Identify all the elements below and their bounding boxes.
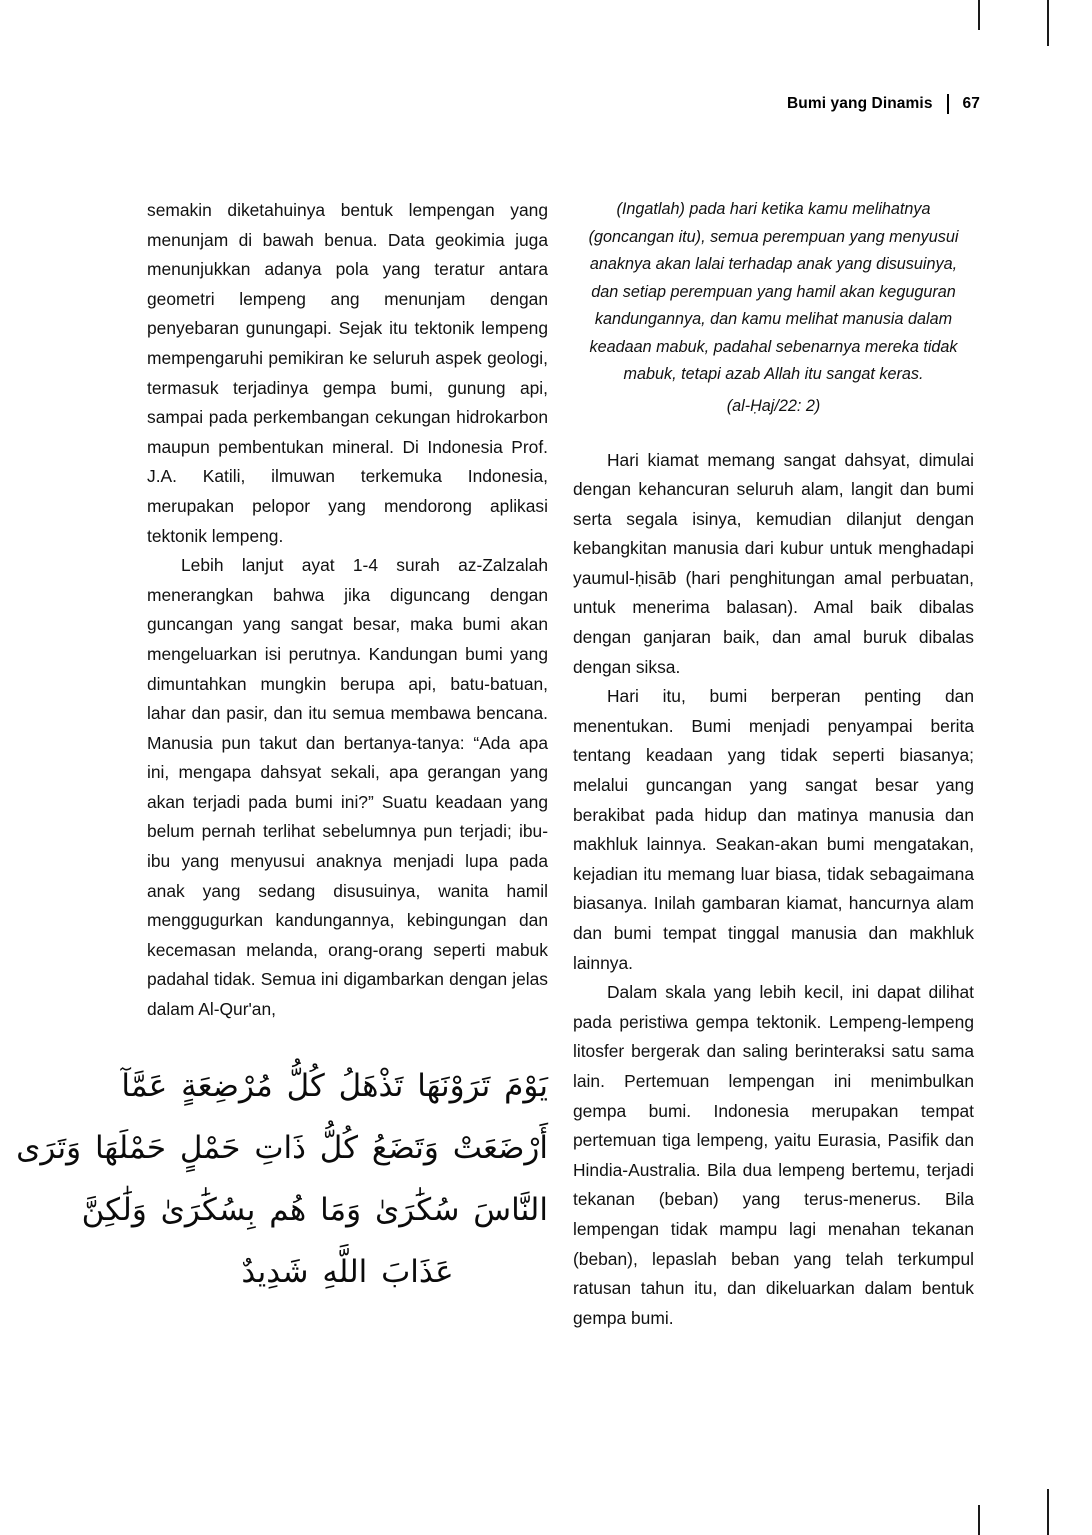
crop-mark-top-right bbox=[1047, 0, 1049, 46]
paragraph: semakin diketahuinya bentuk lempengan yang menunjam di bawah benua. Data geokimia juga menunjukkan adanya pola yang teratur antara geometri lempeng ang menunjam dengan penyebaran gunungapi. Sejak itu tektonik lempeng mempengaruhi pemikiran ke seluruh aspek geologi, termasuk terjadinya gempa bumi, gunung api, sampai pada perkembangan cekungan hidrokarbon maupun pembentukan mineral. Di Indonesia Prof. J.A. Katili, ilmuwan terkemuka Indonesia, merupakan pelopor yang mendorong aplikasi tektonik lempeng. bbox=[147, 200, 548, 546]
running-head bbox=[787, 94, 980, 114]
arabic-verse bbox=[16, 1055, 548, 1303]
body-columns bbox=[16, 196, 974, 1333]
crop-mark-bottom-right-inner bbox=[978, 1505, 980, 1535]
left-column bbox=[16, 196, 548, 1333]
paragraph: Lebih lanjut ayat 1-4 surah az-Zalzalah menerangkan bahwa jika diguncang dengan guncangan yang sangat besar, maka bumi akan mengeluarkan isi perutnya. Kandungan bumi yang dimuntahkan mungkin berupa api, batu-batuan, lahar dan pasir, dan itu semua membawa bencana. Manusia pun takut dan bertanya-tanya: “Ada apa ini, mengapa dahsyat sekali, apa gerangan yang akan terjadi pada bumi ini?” Suatu keadaan yang belum pernah terlihat sebelumnya pun terjadi; ibu-ibu yang menyusui anaknya menjadi lupa pada anak yang sedang disusuinya, wanita hamil menggugurkan kandungannya, kebingungan dan kecemasan melanda, orang-orang seperti mabuk padahal tidak. Semua ini digambarkan dengan jelas dalam Al-Qur'an, bbox=[147, 555, 548, 1020]
quotation-source: (al-Ḥaj/22: 2) bbox=[726, 396, 821, 415]
arabic-verse-line: أَرْضَعَتْ وَتَضَعُ كُلُّ ذَاتِ حَمْلٍ حَمْلَهَا وَتَرَى bbox=[16, 1129, 548, 1166]
paragraph: Hari kiamat memang sangat dahsyat, dimulai dengan kehancuran seluruh alam, langit dan bumi serta segala isinya, kemudian dilanjut dengan kebangkitan manusia dari kubur untuk menghadapi yaumul-ḥisāb (hari penghitungan amal perbuatan, untuk menerima balasan). Amal baik dibalas dengan ganjaran baik, dan amal buruk dibalas dengan siksa. bbox=[573, 449, 974, 677]
arabic-verse-line: يَوْمَ تَرَوْنَهَا تَذْهَلُ كُلُّ مُرْضِعَةٍ عَمَّآ bbox=[121, 1067, 548, 1104]
quotation-block bbox=[573, 196, 974, 420]
quotation-text: (Ingatlah) pada hari ketika kamu melihatnya (goncangan itu), semua perempuan yang menyusui anaknya akan lalai terhadap anak yang disusuinya, dan setiap perempuan yang hamil akan keguguran kandungannya, dan kamu melihat manusia dalam keadaan mabuk, padahal sebenarnya mereka tidak mabuk, tetapi azab Allah itu sangat keras. bbox=[588, 200, 959, 383]
crop-mark-top-right-inner bbox=[978, 0, 980, 30]
page-number: 67 bbox=[962, 95, 980, 112]
arabic-verse-line: النَّاسَ سُكَٰرَىٰ وَمَا هُم بِسُكَٰرَىٰ وَلَٰكِنَّ bbox=[81, 1191, 548, 1228]
arabic-verse-line: عَذَابَ اللَّهِ شَدِيدٌ bbox=[241, 1253, 454, 1290]
paragraph: Dalam skala yang lebih kecil, ini dapat dilihat pada peristiwa gempa tektonik. Lempeng-lempeng litosfer bergerak dan saling berinteraksi satu sama lain. Pertemuan lempengan ini menimbulkan gempa bumi. Indonesia merupakan tempat pertemuan tiga lempeng, yaitu Eurasia, Pasifik dan Hindia-Australia. Bila dua lempeng bertemu, terjadi tekanan (beban) yang terus-menerus. Bila lempengan tidak mampu lagi menahan tekanan (beban), lepaslah beban yang telah terkumpul ratusan tahun itu, dan dikeluarkan dalam bentuk gempa bumi. bbox=[573, 982, 974, 1328]
paragraph: Hari itu, bumi berperan penting dan menentukan. Bumi menjadi penyampai berita tentang keadaan yang tidak seperti biasanya; melalui guncangan yang sangat besar yang berakibat pada hidup dan matinya manusia dan makhluk lainnya. Seakan-akan bumi mengatakan, kejadian itu memang luar biasa, tidak sebagaimana biasanya. Inilah gambaran kiamat, hancurnya alam dan bumi tempat tinggal manusia dan makhluk lainnya. bbox=[573, 686, 974, 973]
crop-mark-bottom-right bbox=[1047, 1489, 1049, 1535]
right-column bbox=[573, 196, 974, 1333]
running-head-title: Bumi yang Dinamis bbox=[787, 95, 933, 112]
